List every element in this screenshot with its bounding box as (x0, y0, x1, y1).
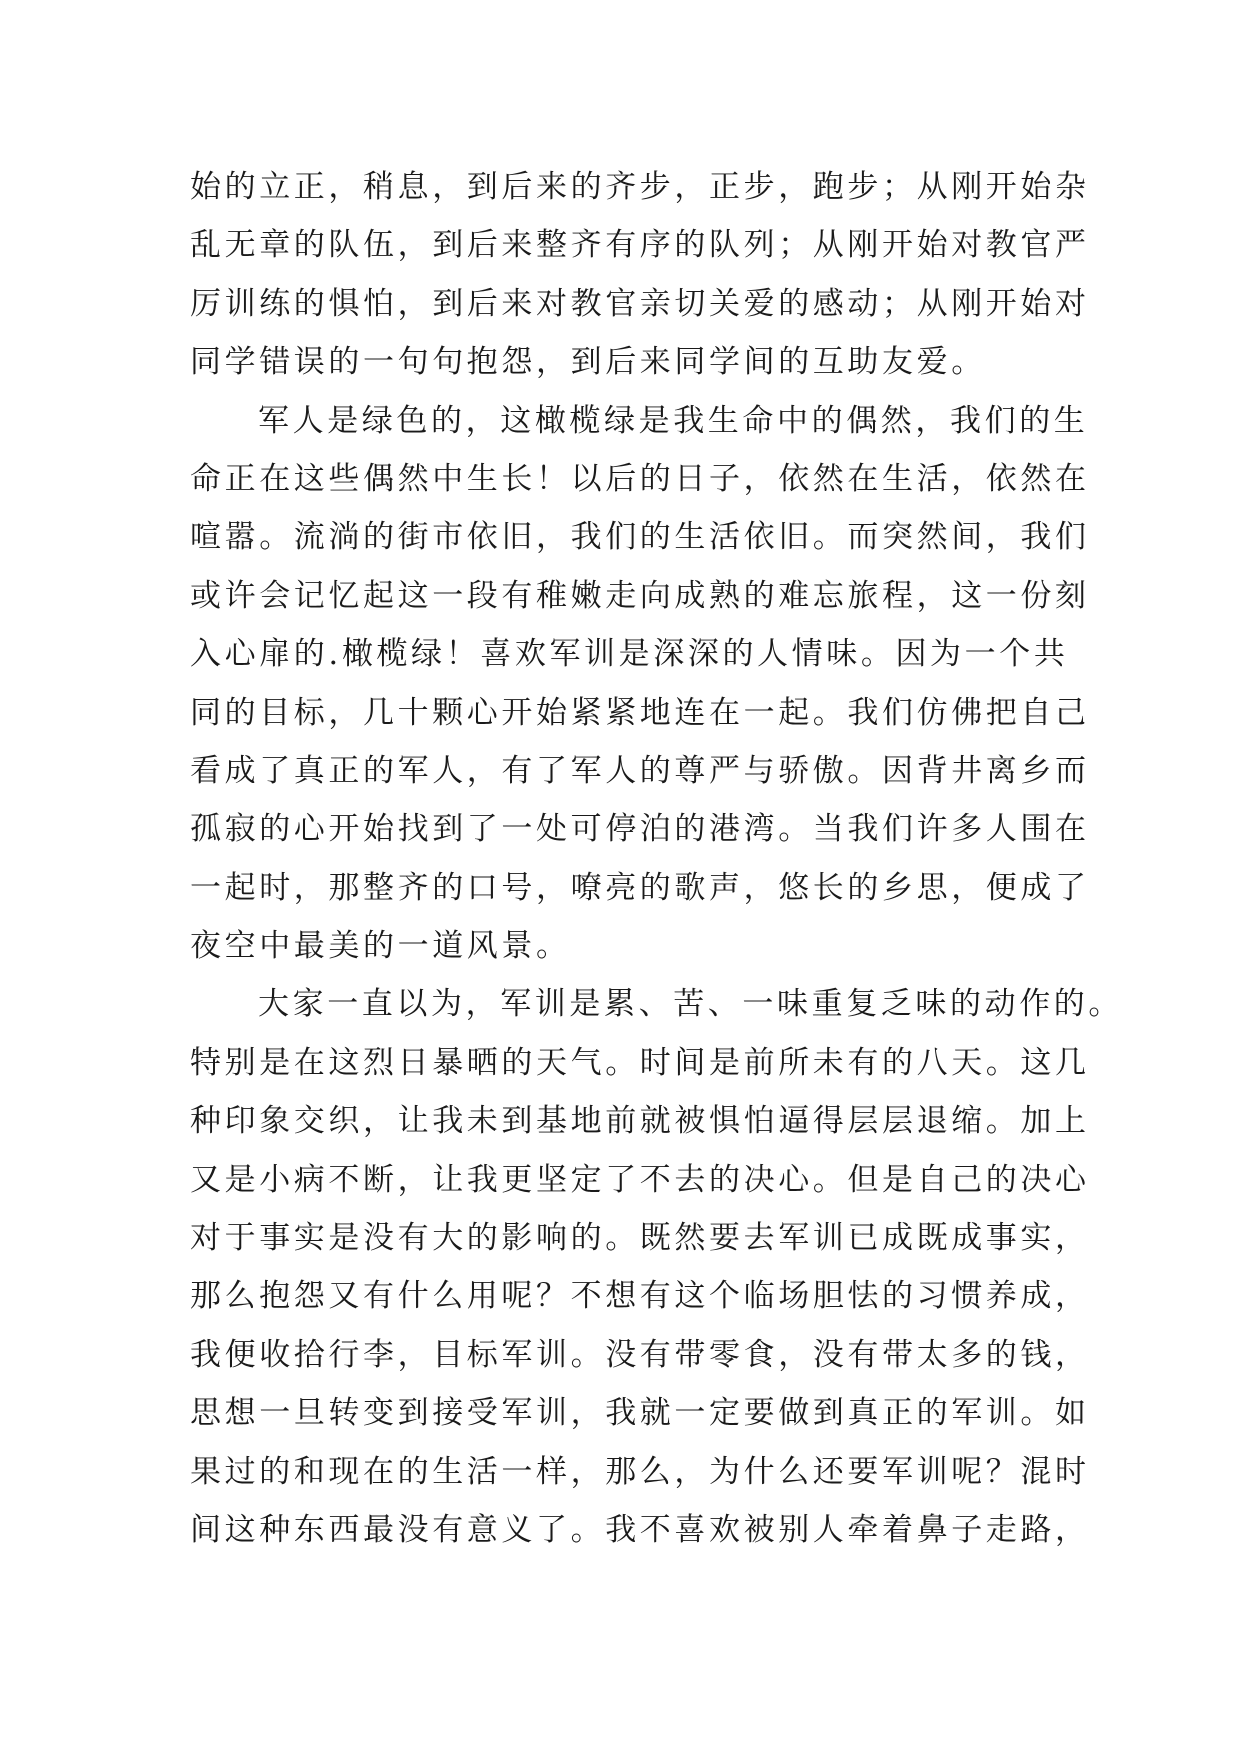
text-line: 对于事实是没有大的影响的。既然要去军训已成既成事实， (190, 1220, 1090, 1257)
text-line: 看成了真正的军人，有了军人的尊严与骄傲。因背井离乡而 (190, 752, 1090, 789)
text-line: 那么抱怨又有什么用呢？不想有这个临场胆怯的习惯养成， (190, 1278, 1090, 1315)
text-line: 特别是在这烈日暴晒的天气。时间是前所未有的八天。这几 (190, 1044, 1090, 1081)
text-line: 始的立正，稍息，到后来的齐步，正步，跑步；从刚开始杂 (190, 169, 1090, 205)
text-line: 果过的和现在的生活一样，那么，为什么还要军训呢？混时 (190, 1453, 1090, 1490)
text-line: 我便收拾行李，目标军训。没有带零食，没有带太多的钱， (190, 1336, 1090, 1373)
text-line: 同的目标，几十颗心开始紧紧地连在一起。我们仿佛把自己 (190, 694, 1090, 731)
text-line: 入心扉的.橄榄绿！喜欢军训是深深的人情味。因为一个共 (190, 636, 1069, 673)
text-line: 乱无章的队伍，到后来整齐有序的队列；从刚开始对教官严 (190, 227, 1090, 264)
paragraph-first-line: 大家一直以为，军训是累、苦、一味重复乏味的动作的。 (258, 986, 1123, 1023)
text-line: 种印象交织，让我未到基地前就被惧怕逼得层层退缩。加上 (190, 1103, 1090, 1140)
text-line: 一起时，那整齐的口号，嘹亮的歌声，悠长的乡思，便成了 (190, 869, 1090, 906)
text-line: 或许会记忆起这一段有稚嫩走向成熟的难忘旅程，这一份刻 (190, 577, 1090, 614)
text-line: 思想一旦转变到接受军训，我就一定要做到真正的军训。如 (190, 1395, 1090, 1432)
text-line: 喧嚣。流淌的街市依旧，我们的生活依旧。而突然间，我们 (190, 519, 1090, 556)
text-line: 孤寂的心开始找到了一处可停泊的港湾。当我们许多人围在 (190, 811, 1090, 848)
text-line: 间这种东西最没有意义了。我不喜欢被别人牵着鼻子走路， (190, 1511, 1090, 1548)
text-line: 夜空中最美的一道风景。 (190, 928, 571, 965)
text-line: 命正在这些偶然中生长！以后的日子，依然在生活，依然在 (190, 460, 1090, 497)
text-line: 厉训练的惧怕，到后来对教官亲切关爱的感动；从刚开始对 (190, 285, 1090, 322)
text-line: 同学错误的一句句抱怨，到后来同学间的互助友爱。 (190, 344, 986, 381)
body-text (190, 158, 1123, 1559)
paragraph-first-line: 军人是绿色的，这橄榄绿是我生命中的偶然，我们的生 (258, 402, 1089, 439)
text-line: 又是小病不断，让我更坚定了不去的决心。但是自己的决心 (190, 1161, 1090, 1198)
